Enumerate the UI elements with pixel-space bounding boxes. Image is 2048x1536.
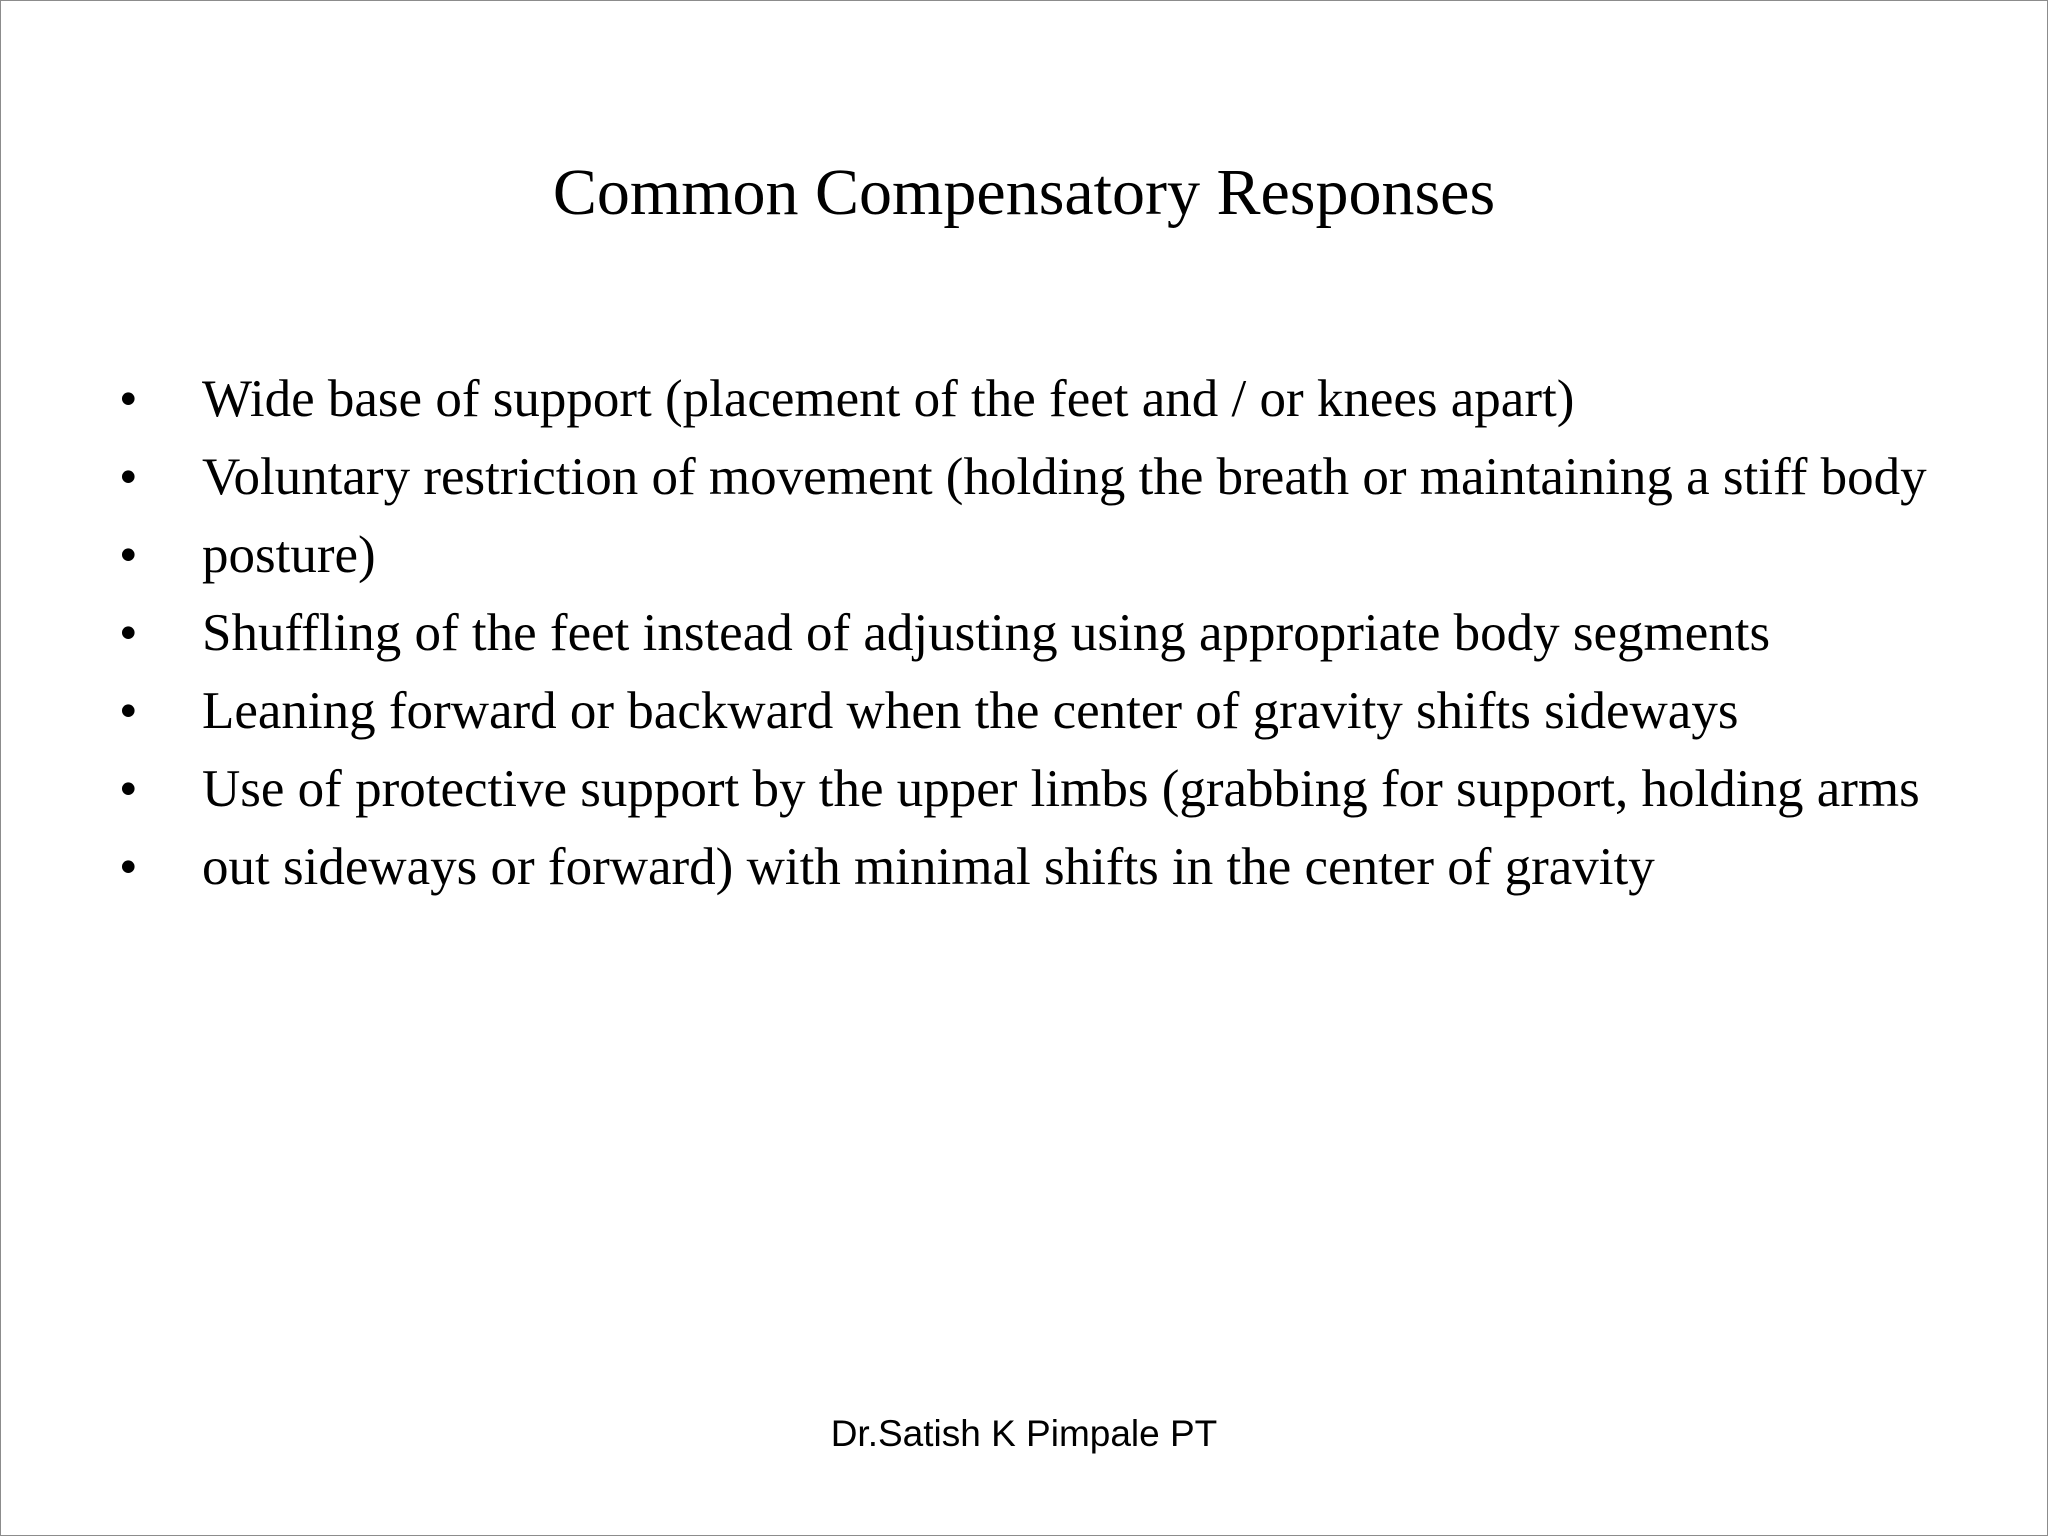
bullet-item [119, 834, 1979, 900]
bullet-icon: • [119, 448, 138, 506]
bullet-icon: • [119, 682, 138, 740]
bullet-text: Leaning forward or backward when the center of gravity shifts sideways [202, 682, 1739, 740]
bullet-text: posture) [202, 526, 376, 584]
bullet-icon: • [119, 370, 138, 428]
bullet-text: Voluntary restriction of movement (holding the breath or maintaining a stiff body [202, 448, 1927, 506]
slide-title: Common Compensatory Responses [552, 156, 1496, 229]
bullet-text: out sideways or forward) with minimal shifts in the center of gravity [202, 838, 1655, 896]
bullet-item [119, 678, 1979, 744]
bullet-item [119, 600, 1979, 666]
bullet-list [119, 366, 1979, 912]
bullet-text: Wide base of support (placement of the feet and / or knees apart) [202, 370, 1575, 428]
bullet-text: Shuffling of the feet instead of adjusting using appropriate body segments [202, 604, 1771, 662]
bullet-item [119, 444, 1979, 510]
bullet-icon: • [119, 604, 138, 662]
bullet-item [119, 522, 1979, 588]
bullet-icon: • [119, 838, 138, 896]
bullet-item [119, 366, 1979, 432]
bullet-item [119, 756, 1979, 822]
bullet-text: Use of protective support by the upper limbs (grabbing for support, holding arms [202, 760, 1920, 818]
bullet-icon: • [119, 526, 138, 584]
bullet-icon: • [119, 760, 138, 818]
slide-footer: Dr.Satish K Pimpale PT [830, 1413, 1218, 1454]
